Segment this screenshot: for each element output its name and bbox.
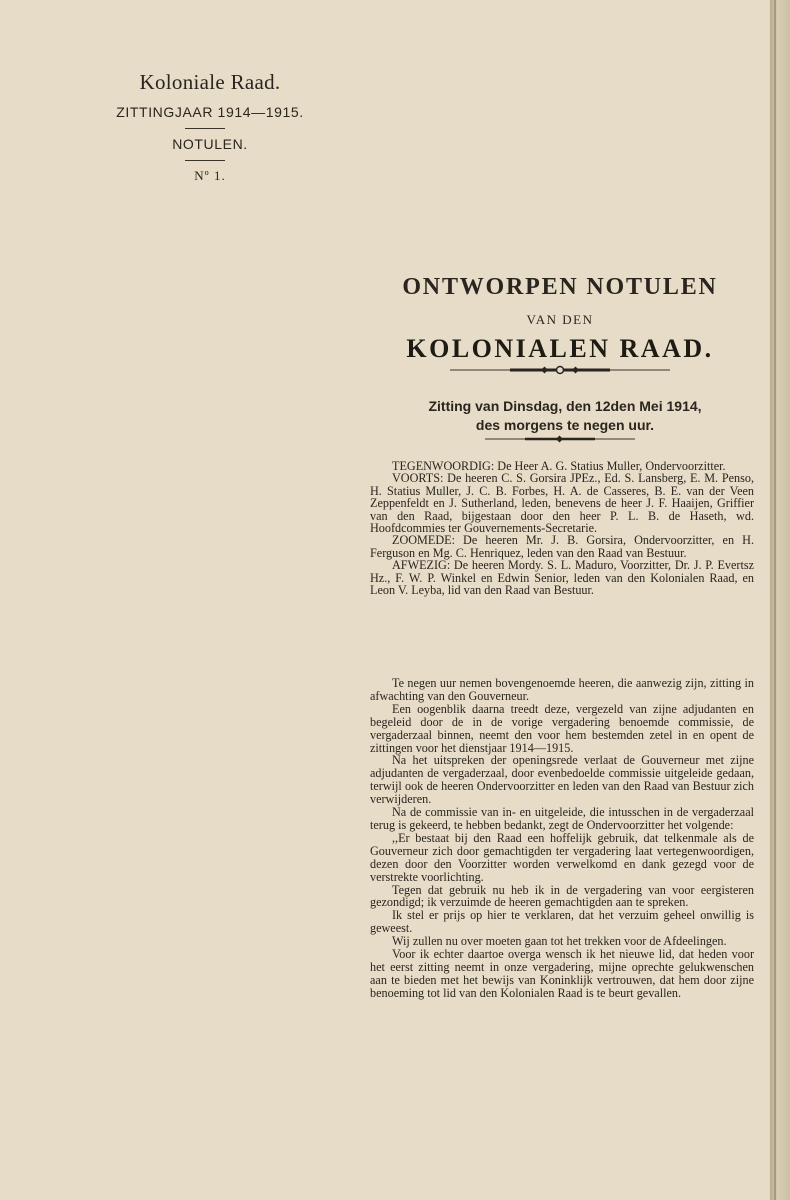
attendance-others: VOORTS: De heeren C. S. Gorsira JPEz., Ed. S. Lansberg, E. M. Penso, H. Statius Muller, J. C. B. Forbes, H. A. de Casseres, B. E. van der Veen Zeppenfeldt en J. Sutherland, leden, benevens de heer J. F. Haaijen, Griffier van den Raad, bijgestaan door den heer P. L. B. de Haseth, wd. Hoofdcommies ter Gouvernements-Secretarie. xyxy=(370,471,754,536)
session-year: ZITTINGJAAR 1914—1915. xyxy=(116,104,304,120)
paragraph: Na de commissie van in- en uitgeleide, die intusschen in de vergaderzaal terug is gekeerd, te hebben bedankt, zegt de Ondervoorzitter het volgende: xyxy=(370,805,754,832)
paragraph: Na het uitspreken der openingsrede verlaat de Gouverneur met zijne adjudanten de vergaderzaal, door evenbedoelde commissie uitgeleide gedaan, terwijl ook de heeren Ondervoorzitter en leden van den Raad van Bestuur zich verwijderen. xyxy=(370,753,754,807)
paragraph: Voor ik echter daartoe overga wensch ik het nieuwe lid, dat heden voor het eerst zitting neemt in onze vergadering, mijne oprechte gelukwenschen aan te bieden met het bewijs van Koninklijk vertrouwen, dat hem door zijne benoeming tot lid van den Kolonialen Raad is te beurt gevallen. xyxy=(370,947,754,1000)
attendance-absent: AFWEZIG: De heeren Mordy. S. L. Maduro, Voorzitter, Dr. J. P. Evertsz Hz., F. W. P. Winkel en Edwin Senior, leden van den Kolonialen Raad, en Leon V. Leyba, lid van den Raad van Bestuur. xyxy=(370,558,754,598)
paragraph: Ik stel er prijs op hier te verklaren, dat het verzuim geheel onwillig is geweest. xyxy=(370,908,754,936)
document-number: Nº 1. xyxy=(194,168,226,183)
paragraph: Een oogenblik daarna treedt deze, vergezeld van zijne adjudanten en begeleid door de in de vorige vergadering benoemde commissie, de vergaderzaal binnen, neemt den voor hem bestemden zetel in en opent de zittingen voor het dienstjaar 1914—1915. xyxy=(370,701,754,755)
paragraph: Te negen uur nemen bovengenoemde heeren, die aanwezig zijn, zitting in afwachting van den Gouverneur. xyxy=(370,676,754,703)
ornament-divider xyxy=(450,364,670,376)
page-edge xyxy=(770,0,790,1200)
session-date: Zitting van Dinsdag, den 12den Mei 1914, xyxy=(428,398,702,414)
attendance-also: ZOOMEDE: De heeren Mr. J. B. Gorsira, Ondervoorzitter, en H. Ferguson en Mg. C. Henriquez, leden van den Raad van Bestuur. xyxy=(370,533,754,560)
attendance-section xyxy=(370,460,754,596)
attendance-present: TEGENWOORDIG: De Heer A. G. Statius Muller, Ondervoorzitter. xyxy=(392,459,726,473)
header-divider xyxy=(185,128,225,129)
minutes-body xyxy=(370,677,754,1000)
header-divider xyxy=(185,160,225,161)
session-time: des morgens te negen uur. xyxy=(475,417,655,433)
small-ornament-divider xyxy=(485,434,635,444)
council-name-title: KOLONIALEN RAAD. xyxy=(406,334,714,363)
paragraph: Tegen dat gebruik nu heb ik in de vergadering van voor eergisteren gezondigd; ik verzuimde de heeren gemachtigden aan te spreken. xyxy=(370,882,754,910)
title-connector: VAN DEN xyxy=(526,312,594,327)
paragraph: ,,Er bestaat bij den Raad een hoffelijk gebruik, dat telkenmale als de Gouverneur zich door gemachtigden ter vergadering laat vertegenwoordigen, dezen door den Voorzitter worden verwelkomd en dank gezegd voor de verstrekte voorlichting. xyxy=(370,830,754,884)
notulen-label: NOTULEN. xyxy=(172,136,248,152)
paragraph: Wij zullen nu over moeten gaan tot het trekken voor de Afdeelingen. xyxy=(392,934,727,949)
council-title: Koloniale Raad. xyxy=(139,70,281,94)
page-edge-line xyxy=(774,0,776,1200)
document-title: ONTWORPEN NOTULEN xyxy=(402,274,718,300)
